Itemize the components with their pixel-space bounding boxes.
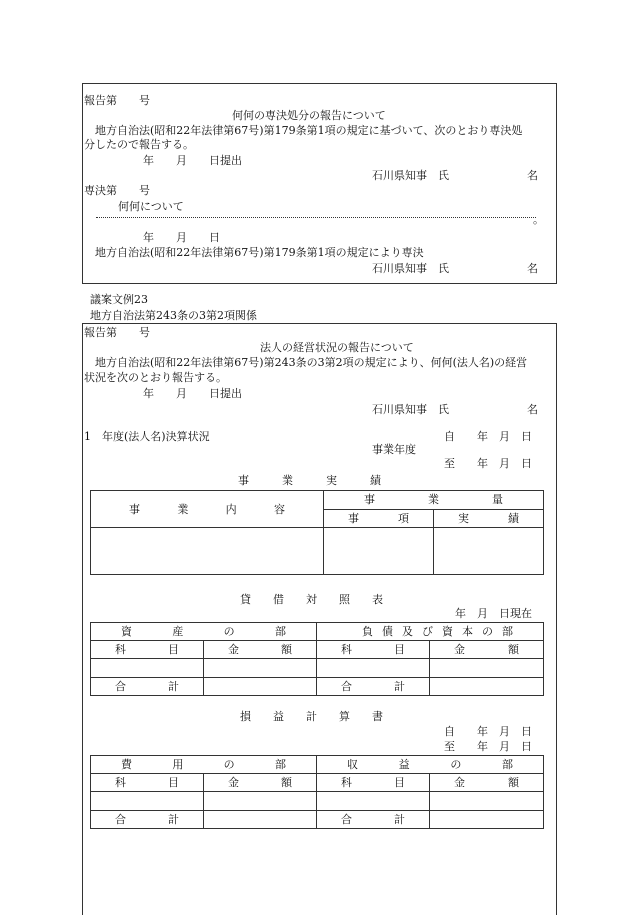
body-line-2: 分したので報告する。 (84, 138, 194, 151)
item-1-label: 1 年度(法人名)決算状況 (84, 430, 210, 443)
pl-statement-title: 損 益 計 算 書 (240, 710, 383, 723)
report-number: 報告第 号 (84, 94, 150, 107)
header-item: 事 項 (324, 509, 434, 528)
header-result: 実 績 (434, 509, 544, 528)
total-cell (430, 811, 544, 829)
fiscal-to: 至 年 月 日 (444, 457, 532, 470)
business-cell (434, 528, 544, 575)
col-subject: 科 目 (317, 641, 430, 659)
total-cell (430, 678, 544, 696)
pl-cell (430, 792, 544, 811)
business-results-table (90, 490, 544, 575)
submit-date-2: 年 月 日提出 (143, 387, 242, 400)
box2-right-border (556, 323, 557, 915)
col-subject: 科 目 (91, 641, 204, 659)
total-label: 合 計 (91, 811, 204, 829)
revenue-header: 収 益 の 部 (317, 756, 544, 774)
business-cell (91, 528, 324, 575)
governor-signature: 石川県知事 氏 (372, 169, 449, 182)
col-amount: 金 額 (430, 641, 544, 659)
governor-name-marker-3: 名 (527, 403, 538, 416)
total-label: 合 計 (317, 811, 430, 829)
pl-cell (91, 792, 204, 811)
fiscal-from: 自 年 月 日 (444, 430, 532, 443)
cost-header: 費 用 の 部 (91, 756, 317, 774)
balance-cell (204, 659, 317, 678)
business-cell (324, 528, 434, 575)
pl-from: 自 年 月 日 (444, 725, 532, 738)
balance-sheet-title: 貸 借 対 照 表 (240, 593, 383, 606)
dotted-leader (96, 217, 536, 218)
col-subject: 科 目 (317, 774, 430, 792)
col-amount: 金 額 (204, 641, 317, 659)
senketsu-subject: 何何について (118, 200, 184, 213)
balance-as-of-date: 年 月 日現在 (455, 607, 532, 620)
report-number-2: 報告第 号 (84, 326, 150, 339)
total-label: 合 計 (317, 678, 430, 696)
example-label: 議案文例23 (90, 293, 148, 306)
header-business-content: 事 業 内 容 (91, 491, 324, 528)
col-amount: 金 額 (204, 774, 317, 792)
balance-cell (430, 659, 544, 678)
box2-left-border (82, 323, 83, 915)
fiscal-year-label: 事業年度 (372, 443, 416, 456)
submit-date: 年 月 日提出 (143, 154, 242, 167)
header-business-amount: 事 業 量 (324, 491, 544, 510)
total-cell (204, 678, 317, 696)
leader-period: 。 (533, 213, 544, 226)
balance-sheet-table (90, 622, 544, 696)
body2-line-1: 地方自治法(昭和22年法律第67号)第243条の3第2項の規定により、何何(法人名)の経営 (95, 356, 528, 369)
pl-cell (204, 792, 317, 811)
balance-cell (317, 659, 430, 678)
basis-line: 地方自治法(昭和22年法律第67号)第179条第1項の規定により専決 (95, 246, 424, 259)
senketsu-number: 専決第 号 (84, 184, 150, 197)
balance-cell (91, 659, 204, 678)
total-label: 合 計 (91, 678, 204, 696)
report-title-2: 法人の経営状況の報告について (260, 341, 414, 354)
assets-header: 資 産 の 部 (91, 623, 317, 641)
liabilities-equity-header: 負 債 及 び 資 本 の 部 (317, 623, 544, 641)
col-amount: 金 額 (430, 774, 544, 792)
pl-statement-table (90, 755, 544, 829)
governor-signature-3: 石川県知事 氏 (372, 403, 449, 416)
total-cell (204, 811, 317, 829)
pl-cell (317, 792, 430, 811)
box2-top-border (82, 323, 557, 324)
law-label: 地方自治法第243条の3第2項関係 (90, 309, 257, 322)
governor-signature-2: 石川県知事 氏 (372, 262, 449, 275)
governor-name-marker-2: 名 (527, 262, 538, 275)
business-results-title: 事 業 実 績 (238, 474, 381, 487)
senketsu-date: 年 月 日 (143, 231, 220, 244)
col-subject: 科 目 (91, 774, 204, 792)
governor-name-marker: 名 (527, 169, 538, 182)
report-title: 何何の専決処分の報告について (232, 109, 386, 122)
body-line-1: 地方自治法(昭和22年法律第67号)第179条第1項の規定に基づいて、次のとおり専決処 (95, 124, 523, 137)
body2-line-2: 状況を次のとおり報告する。 (84, 371, 227, 384)
pl-to: 至 年 月 日 (444, 740, 532, 753)
